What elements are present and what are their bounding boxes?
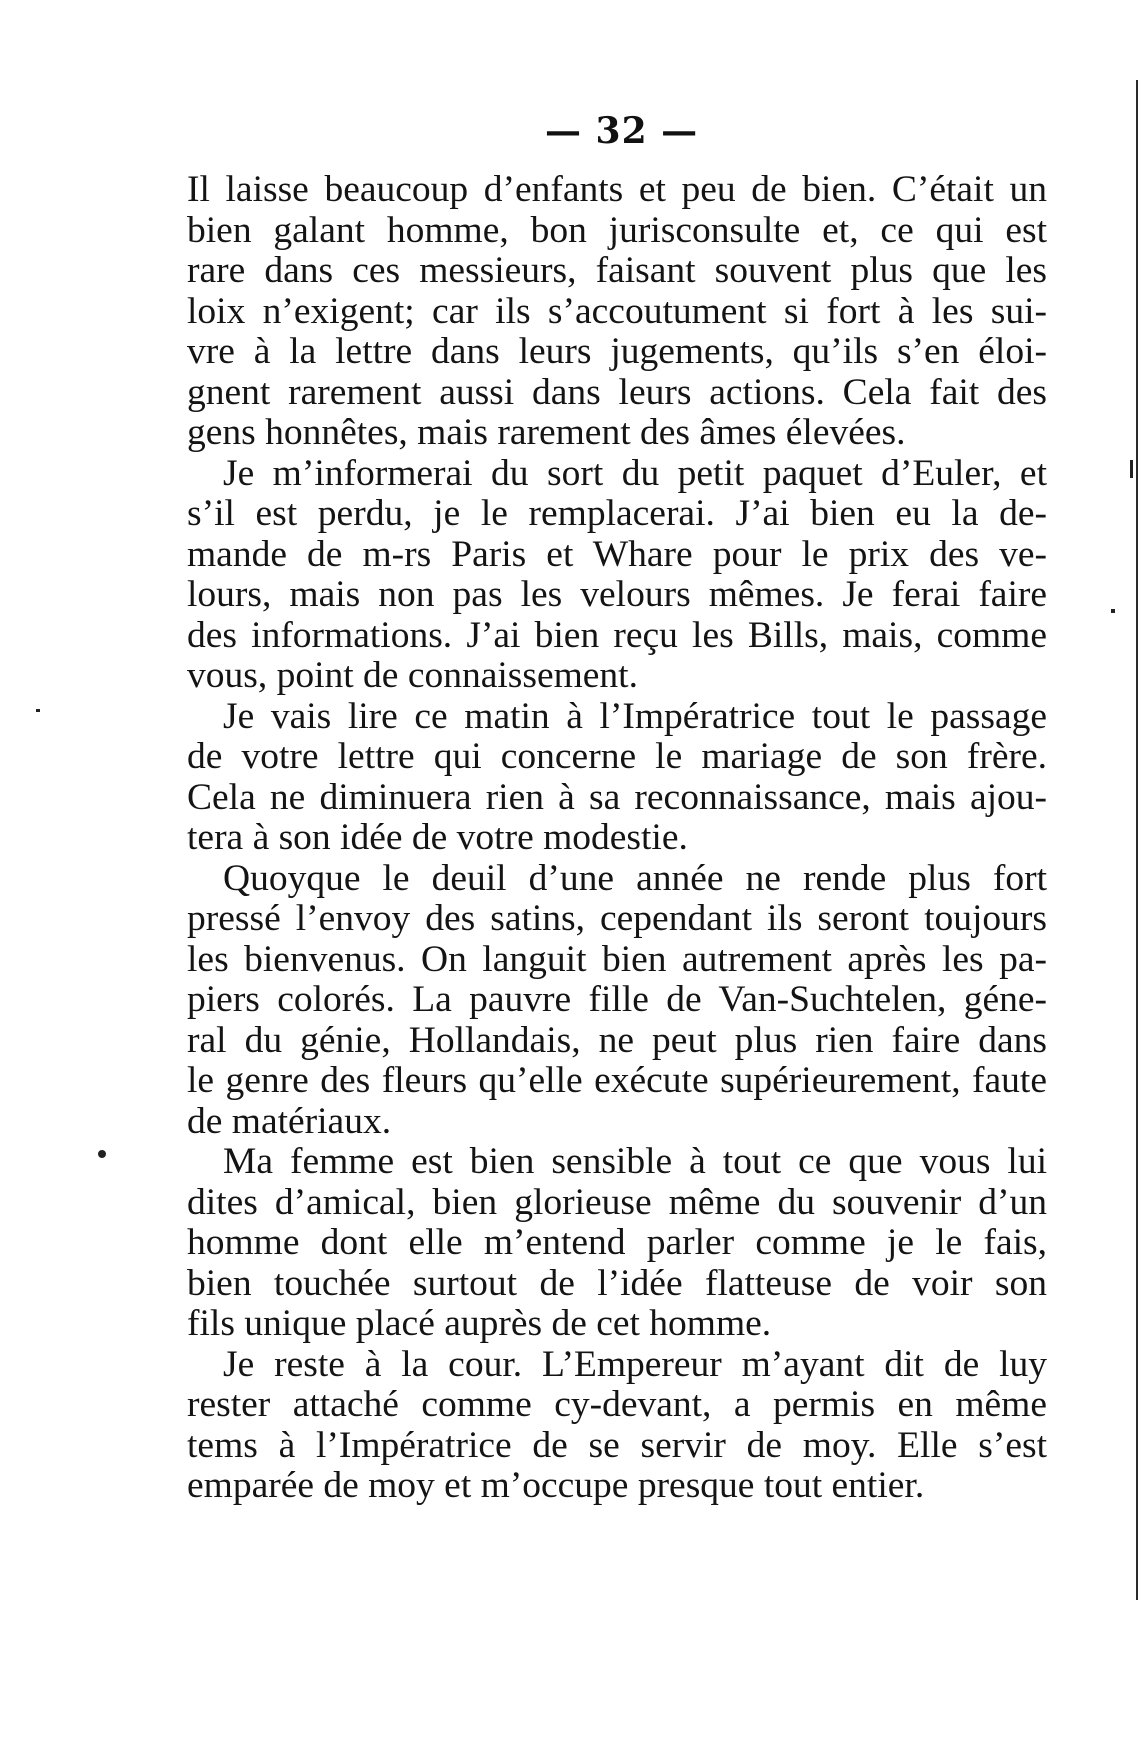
paragraph (187, 170, 1047, 454)
text-line: Je vais lire ce matin à l’Impératrice tout le passage (223, 695, 1047, 737)
text-line: rare dans ces messieurs, faisant souvent plus que les (187, 250, 1047, 291)
text-line: dites d’amical, bien glorieuse même du souvenir d’un (187, 1181, 1047, 1223)
paragraph (187, 1142, 1047, 1345)
text-line: bien touchée surtout de l’idée flatteuse de voir son (187, 1262, 1047, 1304)
text-line: ral du génie, Hollandais, ne peut plus rien faire dans (187, 1019, 1047, 1061)
text-line: piers colorés. La pauvre fille de Van-Suchtelen, géne- (187, 979, 1047, 1020)
text-line: tems à l’Impératrice de se servir de moy. Elle s’est (187, 1424, 1047, 1466)
text-line: gens honnêtes, mais rarement des âmes élevées. (187, 412, 906, 453)
text-line: fils unique placé auprès de cet homme. (187, 1303, 772, 1344)
scan-speck (1111, 609, 1115, 613)
text-line: lours, mais non pas les velours mêmes. Je ferai faire (187, 574, 1047, 615)
paragraph (187, 859, 1047, 1143)
text-line: s’il est perdu, je le remplacerai. J’ai bien eu la de- (187, 493, 1047, 534)
text-line: Je reste à la cour. L’Empereur m’ayant dit de luy (223, 1343, 1047, 1385)
text-line: de matériaux. (187, 1100, 392, 1142)
page-edge-line (1136, 80, 1138, 1600)
paragraph (187, 454, 1047, 697)
text-line: gnent rarement aussi dans leurs actions. Cela fait des (187, 371, 1047, 413)
text-line: bien galant homme, bon jurisconsulte et, ce qui est (187, 209, 1047, 251)
text-line: tera à son idée de votre modestie. (187, 817, 688, 858)
text-line: Cela ne diminuera rien à sa reconnaissance, mais ajou- (187, 776, 1047, 818)
text-line: les bienvenus. On languit bien autrement après les pa- (187, 938, 1047, 980)
scan-speck (36, 709, 40, 712)
text-line: de votre lettre qui concerne le mariage de son frère. (187, 736, 1047, 777)
text-line: Il laisse beaucoup d’enfants et peu de bien. C’était un (187, 169, 1047, 210)
text-line: Je m’informerai du sort du petit paquet d’Euler, et (223, 452, 1047, 494)
text-line: des informations. J’ai bien reçu les Bills, mais, comme (187, 614, 1047, 656)
paragraph (187, 697, 1047, 859)
text-line: vous, point de connaissement. (187, 655, 638, 696)
paragraph (187, 1345, 1047, 1507)
text-line: pressé l’envoy des satins, cependant ils seront toujours (187, 898, 1047, 939)
text-line: vre à la lettre dans leurs jugements, qu’ils s’en éloi- (187, 331, 1047, 372)
text-line: mande de m-rs Paris et Whare pour le prix des ve- (187, 533, 1047, 575)
scan-speck (98, 1150, 106, 1158)
text-line: rester attaché comme cy-devant, a permis en même (187, 1384, 1047, 1425)
text-line: homme dont elle m’entend parler comme je le fais, (187, 1222, 1047, 1263)
page-number: — 32 — (545, 110, 699, 152)
text-line: Ma femme est bien sensible à tout ce que vous lui (223, 1141, 1047, 1182)
text-line: le genre des fleurs qu’elle exécute supérieurement, faute (187, 1060, 1047, 1101)
text-line: emparée de moy et m’occupe presque tout entier. (187, 1465, 925, 1506)
text-line: loix n’exigent; car ils s’accoutument si fort à les sui- (187, 290, 1047, 332)
body-text (187, 170, 1047, 1507)
text-line: Quoyque le deuil d’une année ne rende plus fort (223, 857, 1047, 899)
scan-speck (1130, 460, 1133, 478)
